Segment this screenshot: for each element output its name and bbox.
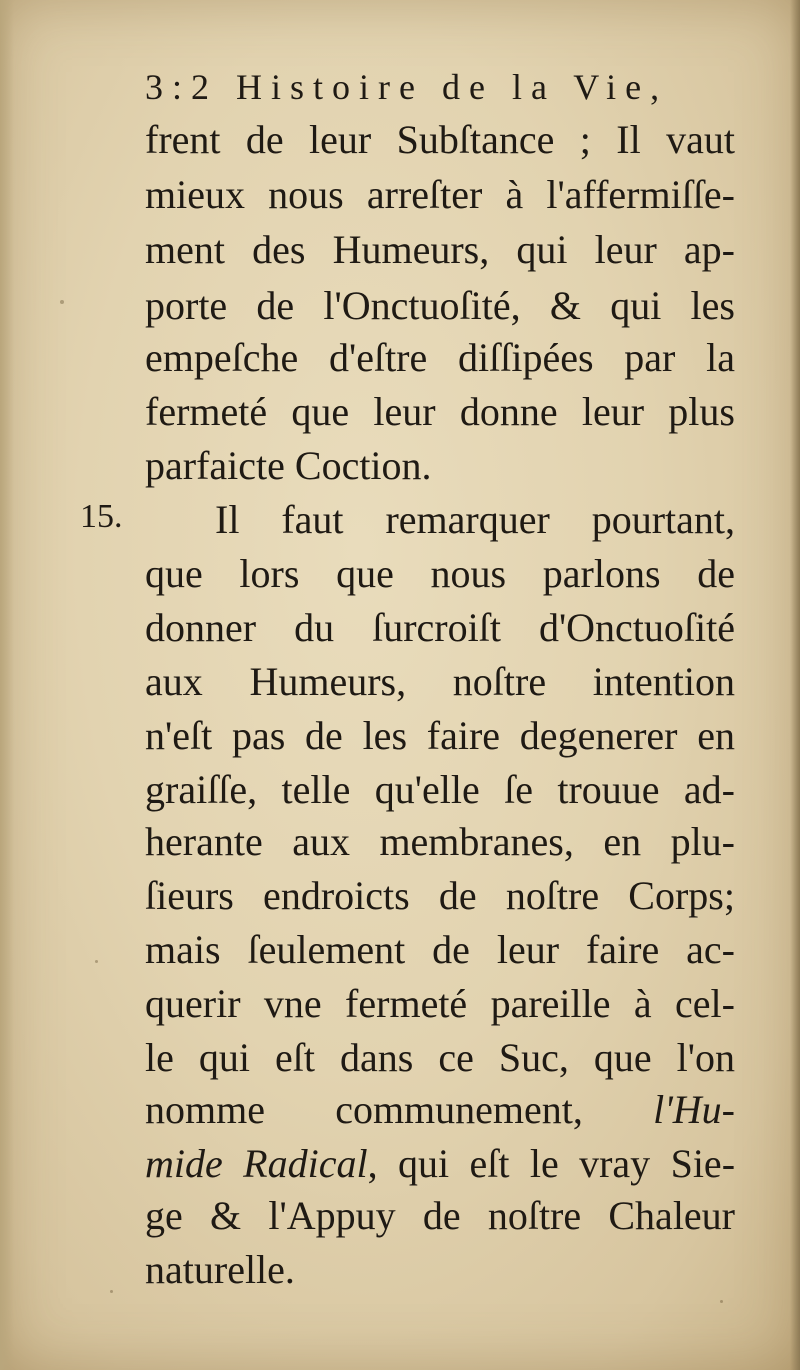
text-line-3: ment des Humeurs, qui leur ap- [145,227,735,272]
text-line-10: donner du ſurcroiſt d'Onctuoſité [145,605,735,650]
italic-term-part-1: l'Hu- [653,1087,735,1132]
text-line-19-roman: nomme communement, [145,1087,583,1132]
running-head: 3:2 Histoire de la Vie, [145,67,669,107]
paper-speck [110,1290,113,1293]
text-line-21: ge & l'Appuy de noſtre Chaleur [145,1193,735,1238]
text-line-20-roman: qui eſt le vray Sie- [397,1141,736,1186]
page-gutter-shadow [0,0,14,1370]
text-line-1: frent de leur Subſtance ; Il vaut [145,117,735,162]
page-edge-shadow [790,0,800,1370]
text-line-14: herante aux membranes, en plu- [145,819,735,864]
italic-term-part-2: mide Radical [145,1141,368,1186]
text-line-7: parfaicte Coction. [145,443,432,488]
text-line-5: empeſche d'eſtre diſſipées par la [145,335,735,380]
text-line-12: n'eſt pas de les faire degenerer en [145,713,735,758]
paper-speck [95,960,98,963]
paper-speck [60,300,64,304]
paper-speck [720,1300,723,1303]
text-line-2: mieux nous arreſter à l'affermiſſe- [145,172,735,217]
italic-term-comma: , [367,1141,398,1186]
text-line-6: fermeté que leur donne leur plus [145,389,735,434]
text-line-20 [145,1141,736,1186]
text-line-18: le qui eſt dans ce Suc, que l'on [145,1035,735,1080]
text-line-13: graiſſe, telle qu'elle ſe trouue ad- [145,767,735,812]
text-line-15: ſieurs endroicts de noſtre Corps; [145,873,735,918]
text-line-4: porte de l'Onctuoſité, & qui les [145,283,735,328]
paragraph-number: 15. [80,498,123,535]
text-line-11: aux Humeurs, noſtre intention [145,659,735,704]
text-line-22: naturelle. [145,1247,295,1292]
text-line-8: Il faut remarquer pourtant, [215,497,735,542]
text-line-9: que lors que nous parlons de [145,551,735,596]
text-line-16: mais ſeulement de leur faire ac- [145,927,735,972]
text-line-19 [145,1087,735,1132]
text-line-17: querir vne fermeté pareille à cel- [145,981,735,1026]
